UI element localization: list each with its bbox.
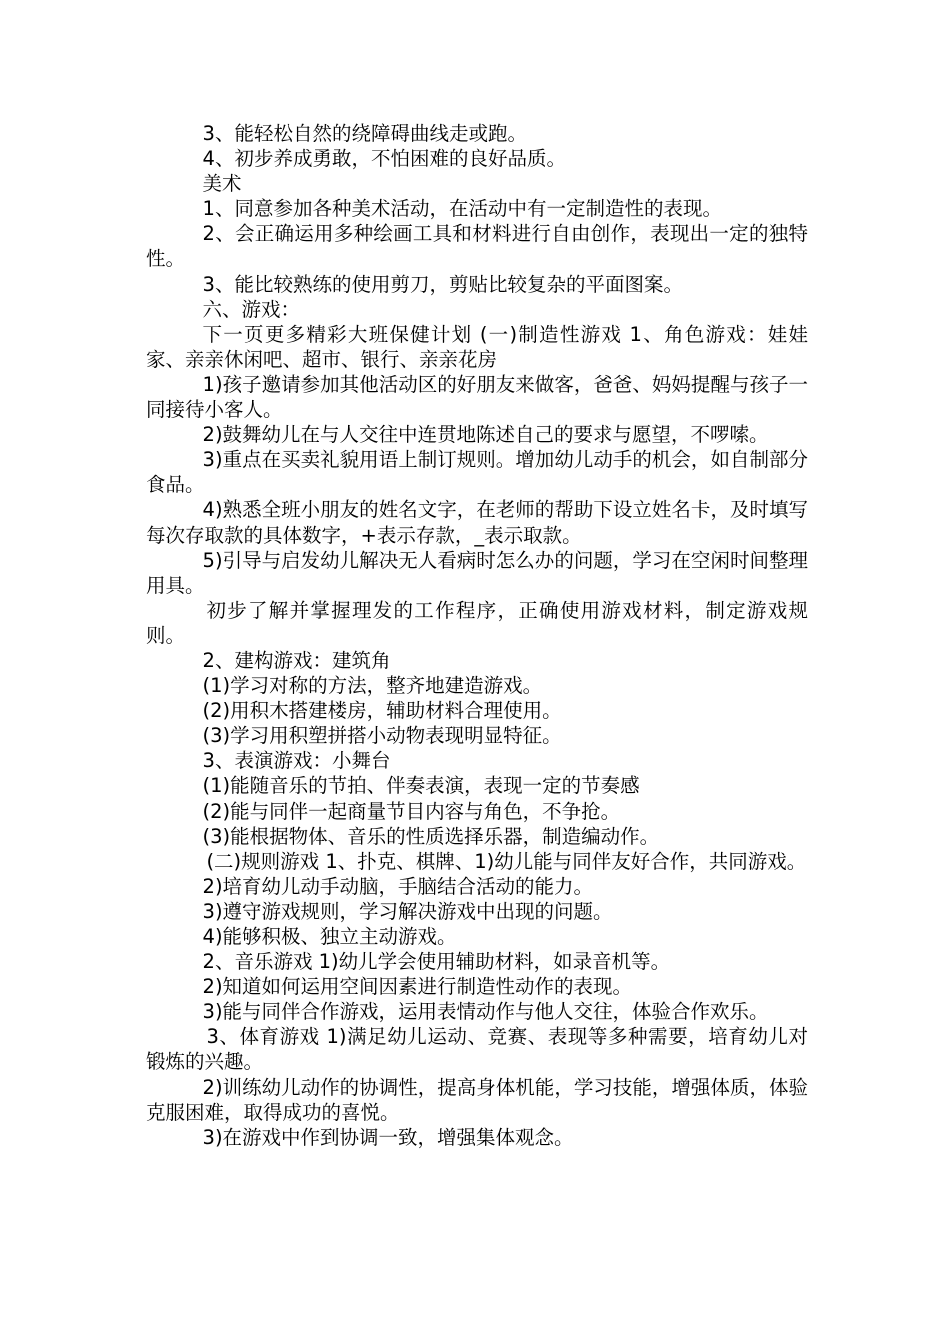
paragraph: 2)鼓舞幼儿在与人交往中连贯地陈述自己的要求与愿望，不啰嗦。: [202, 423, 769, 447]
paragraph: (1)学习对称的方法，整齐地建造游戏。: [202, 674, 543, 698]
paragraph: 3)在游戏中作到协调一致，增强集体观念。: [202, 1125, 574, 1149]
paragraph: 2)培育幼儿动手动脑，手脑结合活动的能力。: [202, 874, 594, 898]
paragraph: 4)熟悉全班小朋友的姓名文字，在老师的帮助下设立姓名卡，及时填写每次存取款的具体数字，+表示存款，_表示取款。: [146, 498, 808, 547]
paragraph: 2)知道如何运用空间因素进行制造性动作的表现。: [202, 975, 633, 999]
paragraph: 1、同意参加各种美术活动，在活动中有一定制造性的表现。: [202, 197, 722, 221]
paragraph: 2)训练幼儿动作的协调性，提高身体机能，学习技能，增强体质，体验克服困难，取得成功的喜悦。: [146, 1075, 808, 1124]
paragraph: (3)学习用积塑拼搭小动物表现明显特征。: [202, 724, 562, 748]
paragraph: 3)重点在买卖礼貌用语上制订规则。增加幼儿动手的机会，如自制部分食品。: [146, 448, 808, 497]
paragraph: (3)能根据物体、音乐的性质选择乐器，制造编动作。: [202, 824, 660, 848]
paragraph: (2)用积木搭建楼房，辅助材料合理使用。: [202, 699, 562, 723]
paragraph: 2、建构游戏：建筑角: [202, 648, 391, 672]
paragraph: (2)能与同伴一起商量节目内容与角色，不争抢。: [202, 799, 621, 823]
paragraph: 初步了解并掌握理发的工作程序，正确使用游戏材料，制定游戏规则。: [146, 598, 808, 647]
paragraph: 下一页更多精彩大班保健计划 (一)制造性游戏 1、角色游戏：娃娃家、亲亲休闲吧、超市、银行、亲亲花房: [146, 322, 808, 371]
document-body: [146, 121, 808, 1150]
paragraph: 4)能够积极、独立主动游戏。: [202, 925, 457, 948]
paragraph: 1)孩子邀请参加其他活动区的好朋友来做客，爸爸、妈妈提醒与孩子一同接待小客人。: [146, 372, 808, 422]
paragraph: (1)能随音乐的节拍、伴奏表演，表现一定的节奏感: [202, 774, 640, 798]
paragraph: 3、能轻松自然的绕障碍曲线走或跑。: [202, 122, 527, 145]
paragraph: 5)引导与启发幼儿解决无人看病时怎么办的问题，学习在空闲时间整理用具。: [146, 548, 808, 597]
section-heading: 六、游戏：: [202, 297, 301, 321]
paragraph: 3、表演游戏：小舞台: [202, 749, 391, 773]
paragraph: 3、体育游戏 1)满足幼儿运动、竞赛、表现等多种需要，培育幼儿对锻炼的兴趣。: [146, 1025, 808, 1074]
paragraph: 4、初步养成勇敢，不怕困难的良好品质。: [202, 147, 566, 171]
paragraph: (二)规则游戏 1、扑克、棋牌、1)幼儿能与同伴友好合作，共同游戏。: [206, 849, 807, 873]
paragraph: 2、音乐游戏 1)幼儿学会使用辅助材料，如录音机等。: [202, 950, 671, 974]
paragraph: 2、会正确运用多种绘画工具和材料进行自由创作，表现出一定的独特性。: [146, 222, 808, 271]
paragraph: 3)遵守游戏规则，学习解决游戏中出现的问题。: [202, 899, 613, 923]
section-heading: 美术: [202, 172, 242, 196]
paragraph: 3)能与同伴合作游戏，运用表情动作与他人交往，体验合作欢乐。: [202, 1000, 769, 1024]
paragraph: 3、能比较熟练的使用剪刀，剪贴比较复杂的平面图案。: [202, 272, 683, 296]
